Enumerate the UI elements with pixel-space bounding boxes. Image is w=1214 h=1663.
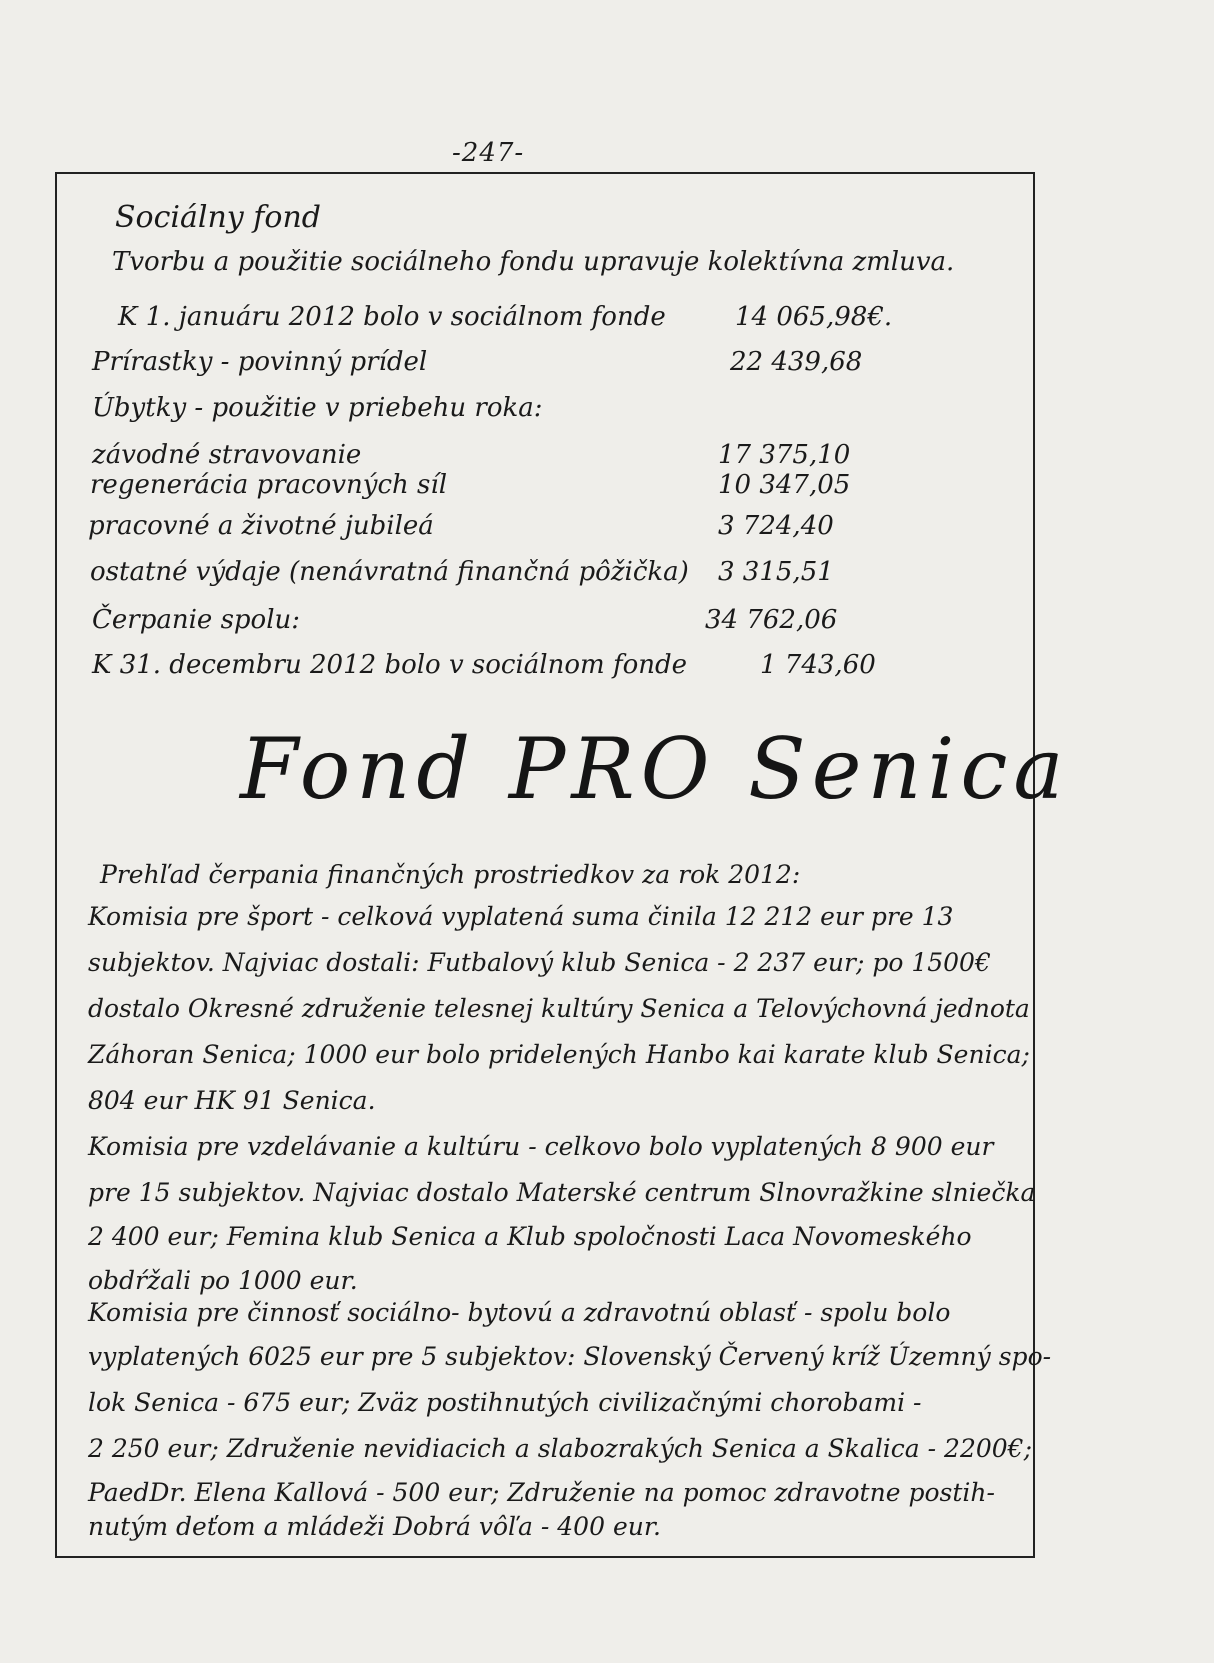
- row-label-8: K 31. decembru 2012 bolo v sociálnom fonde: [92, 650, 687, 680]
- row-amount-5: 3 724,40: [718, 511, 834, 541]
- page-number: -247-: [452, 138, 525, 168]
- row-amount-0: 14 065,98€.: [735, 302, 893, 332]
- row-label-3: závodné stravovanie: [92, 440, 362, 470]
- row-label-6: ostatné výdaje (nenávratná finančná pôžička): [90, 557, 689, 587]
- row-label-5: pracovné a životné jubileá: [88, 511, 434, 541]
- overview-line-0: Prehľad čerpania finančných prostriedkov za rok 2012:: [100, 860, 801, 889]
- row-label-7: Čerpanie spolu:: [92, 605, 301, 635]
- overview-line-5: 804 eur HK 91 Senica.: [88, 1086, 376, 1115]
- row-amount-4: 10 347,05: [718, 470, 851, 500]
- overview-line-4: Záhoran Senica; 1000 eur bolo pridelených Hanbo kai karate klub Senica;: [88, 1040, 1030, 1069]
- row-label-2: Úbytky - použitie v priebehu roka:: [92, 393, 543, 423]
- social-fund-heading: Sociálny fond: [115, 200, 321, 235]
- overview-line-14: PaedDr. Elena Kallová - 500 eur; Združenie na pomoc zdravotne postih-: [88, 1478, 995, 1507]
- overview-line-12: lok Senica - 675 eur; Zväz postihnutých civilizačnými chorobami -: [88, 1388, 922, 1417]
- overview-line-2: subjektov. Najviac dostali: Futbalový klub Senica - 2 237 eur; po 1500€: [88, 948, 991, 977]
- overview-line-15: nutým deťom a mládeži Dobrá vôľa - 400 eur.: [88, 1512, 661, 1541]
- overview-line-8: 2 400 eur; Femina klub Senica a Klub spoločnosti Laca Novomeského: [88, 1222, 972, 1251]
- row-label-0: K 1. januáru 2012 bolo v sociálnom fonde: [118, 302, 666, 332]
- row-amount-8: 1 743,60: [760, 650, 876, 680]
- overview-line-10: Komisia pre činnosť sociálno- bytovú a zdravotnú oblasť - spolu bolo: [88, 1298, 951, 1327]
- overview-line-1: Komisia pre šport - celková vyplatená suma činila 12 212 eur pre 13: [88, 902, 954, 931]
- row-amount-3: 17 375,10: [718, 440, 851, 470]
- row-label-4: regenerácia pracovných síl: [90, 470, 448, 500]
- social-fund-intro: Tvorbu a použitie sociálneho fondu upravuje kolektívna zmluva.: [112, 247, 955, 277]
- row-amount-1: 22 439,68: [730, 347, 863, 377]
- overview-line-13: 2 250 eur; Združenie nevidiacich a slabozrakých Senica a Skalica - 2200€;: [88, 1434, 1033, 1463]
- fund-title: Fond PRO Senica: [240, 720, 1070, 818]
- overview-line-6: Komisia pre vzdelávanie a kultúru - celkovo bolo vyplatených 8 900 eur: [88, 1132, 994, 1161]
- row-amount-7: 34 762,06: [705, 605, 838, 635]
- overview-line-9: obdŕžali po 1000 eur.: [88, 1266, 358, 1295]
- overview-line-7: pre 15 subjektov. Najviac dostalo Materské centrum Slnovražkine slniečka: [88, 1178, 1036, 1207]
- row-amount-6: 3 315,51: [718, 557, 834, 587]
- overview-line-11: vyplatených 6025 eur pre 5 subjektov: Slovenský Červený kríž Územný spo-: [88, 1342, 1052, 1371]
- overview-line-3: dostalo Okresné združenie telesnej kultúry Senica a Telovýchovná jednota: [88, 994, 1030, 1023]
- row-label-1: Prírastky - povinný prídel: [92, 347, 428, 377]
